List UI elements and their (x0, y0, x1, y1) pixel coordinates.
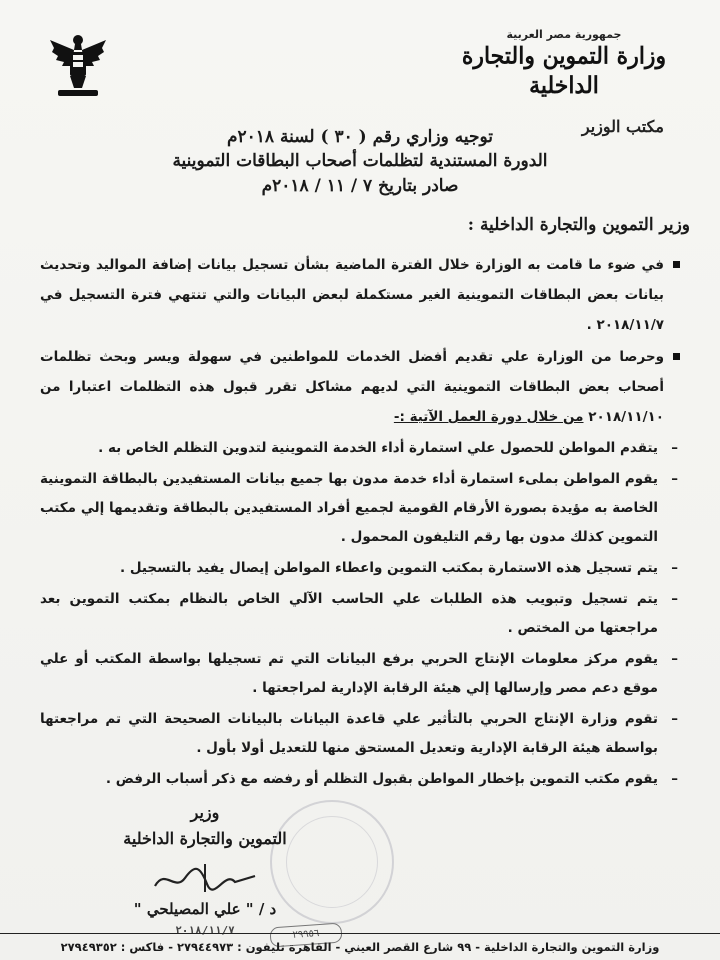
paragraph (40, 250, 680, 340)
signature-date: ٢٠١٨/١١/٧ (175, 924, 235, 937)
paragraph-text: في ضوء ما قامت به الوزارة خلال الفترة الماضية بشأن تسجيل بيانات إضافة المواليد وتحديث بيانات بعض البطاقات التموينية الغير مستكملة لبعض البيانات والتي تنتهي فترة التسجيل في ٢٠١٨/١١/٧ . (40, 257, 664, 333)
ministry-header (444, 28, 684, 136)
egypt-eagle-emblem-icon (48, 30, 108, 102)
document-title (150, 125, 570, 199)
list-item (40, 434, 680, 463)
list-item (40, 585, 680, 643)
dash-icon: – (671, 471, 678, 487)
dash-icon: – (671, 651, 678, 667)
issue-date: صادر بتاريخ ٧ / ١١ / ٢٠١٨م (261, 176, 459, 196)
step-text: يتقدم المواطن للحصول علي استمارة أداء الخدمة التموينية لتدوين التظلم الخاص به . (98, 440, 658, 456)
republic-name: جمهورية مصر العربية (506, 28, 622, 41)
step-text: يقوم مركز معلومات الإنتاج الحربي برفع البيانات التي تم تسجيلها بواسطة المكتب أو علي موقع دعم مصر وإرسالها إلي هيئة الرقابة الإدارية لمراجعتها . (40, 651, 658, 696)
signatory-ministry: التموين والتجارة الداخلية (123, 829, 287, 848)
step-text: يتم تسجيل وتبويب هذه الطلبات علي الحاسب الآلي الخاص بالنظام بمكتب التموين بعد مراجعتها من المختص . (40, 591, 658, 636)
list-item (40, 554, 680, 583)
signatory-name: د / " علي المصيلحي " (133, 900, 277, 918)
paragraph-text: وحرصا من الوزارة علي تقديم أفضل الخدمات للمواطنين في سهولة ويسر وبحث تظلمات أصحاب بعض البطاقات التموينية التي لديهم مشاكل تقرر قبول هذه التظلمات اعتبارا من ٢٠١٨/١١/١٠ (40, 349, 664, 425)
dash-icon: – (671, 560, 678, 576)
step-text: تقوم وزارة الإنتاج الحربي بالتأثير علي قاعدة البيانات بالبيانات الصحيحة التي تم مراجعتها بواسطة هيئة الرقابة الإدارية وتعديل المستحق منها للتعديل أولا بأول . (40, 711, 658, 756)
signatory-title: وزير (190, 803, 220, 822)
list-item (40, 645, 680, 703)
paragraph (40, 342, 680, 432)
signature-block (70, 800, 340, 937)
step-text: يقوم مكتب التموين بإخطار المواطن بقبول التظلم أو رفضه مع ذكر أسباب الرفض . (105, 771, 658, 787)
minister-office: مكتب الوزير (581, 117, 664, 136)
reference-number-stamp: ٢٩٩٥٦ (269, 923, 342, 948)
dash-icon: – (671, 440, 678, 456)
addressee: وزير التموين والتجارة الداخلية : (467, 215, 690, 235)
workflow-steps (40, 434, 680, 794)
list-item (40, 705, 680, 763)
square-bullet-icon (673, 261, 680, 268)
page-footer: وزارة التموين والتجارة الداخلية - ٩٩ شارع القصر العيني - القاهرة تليفون : ٢٧٩٤٤٩٧٣ - فاكس : ٢٧٩٤٩٣٥٢ (0, 933, 720, 960)
handwritten-signature (145, 858, 265, 898)
directive-number: توجيه وزاري رقم ( ٣٠ ) لسنة ٢٠١٨م (226, 127, 493, 147)
list-item (40, 465, 680, 552)
step-text: يتم تسجيل هذه الاستمارة بمكتب التموين واعطاء المواطن إيصال يفيد بالتسجيل . (120, 560, 658, 576)
square-bullet-icon (673, 353, 680, 360)
workflow-heading: من خلال دورة العمل الآتية :- (393, 409, 584, 425)
dash-icon: – (671, 591, 678, 607)
list-item (40, 765, 680, 794)
directive-subject: الدورة المستندية لتظلمات أصحاب البطاقات التموينية (172, 151, 548, 171)
dash-icon: – (671, 771, 678, 787)
document-body (40, 250, 680, 796)
dash-icon: – (671, 711, 678, 727)
step-text: يقوم المواطن بملىء استمارة أداء خدمة مدون بها جميع بيانات المستفيدين بالبطاقة التموينية الخاصة به مؤيدة بصورة الأرقام القومية لجميع أفراد المستفيدين بالبطاقة وتقديمها إلي مكتب التموين كذلك مدون بها رقم التليفون المحمول . (40, 471, 658, 545)
ministry-name: وزارة التموين والتجارة الداخلية (461, 42, 667, 100)
